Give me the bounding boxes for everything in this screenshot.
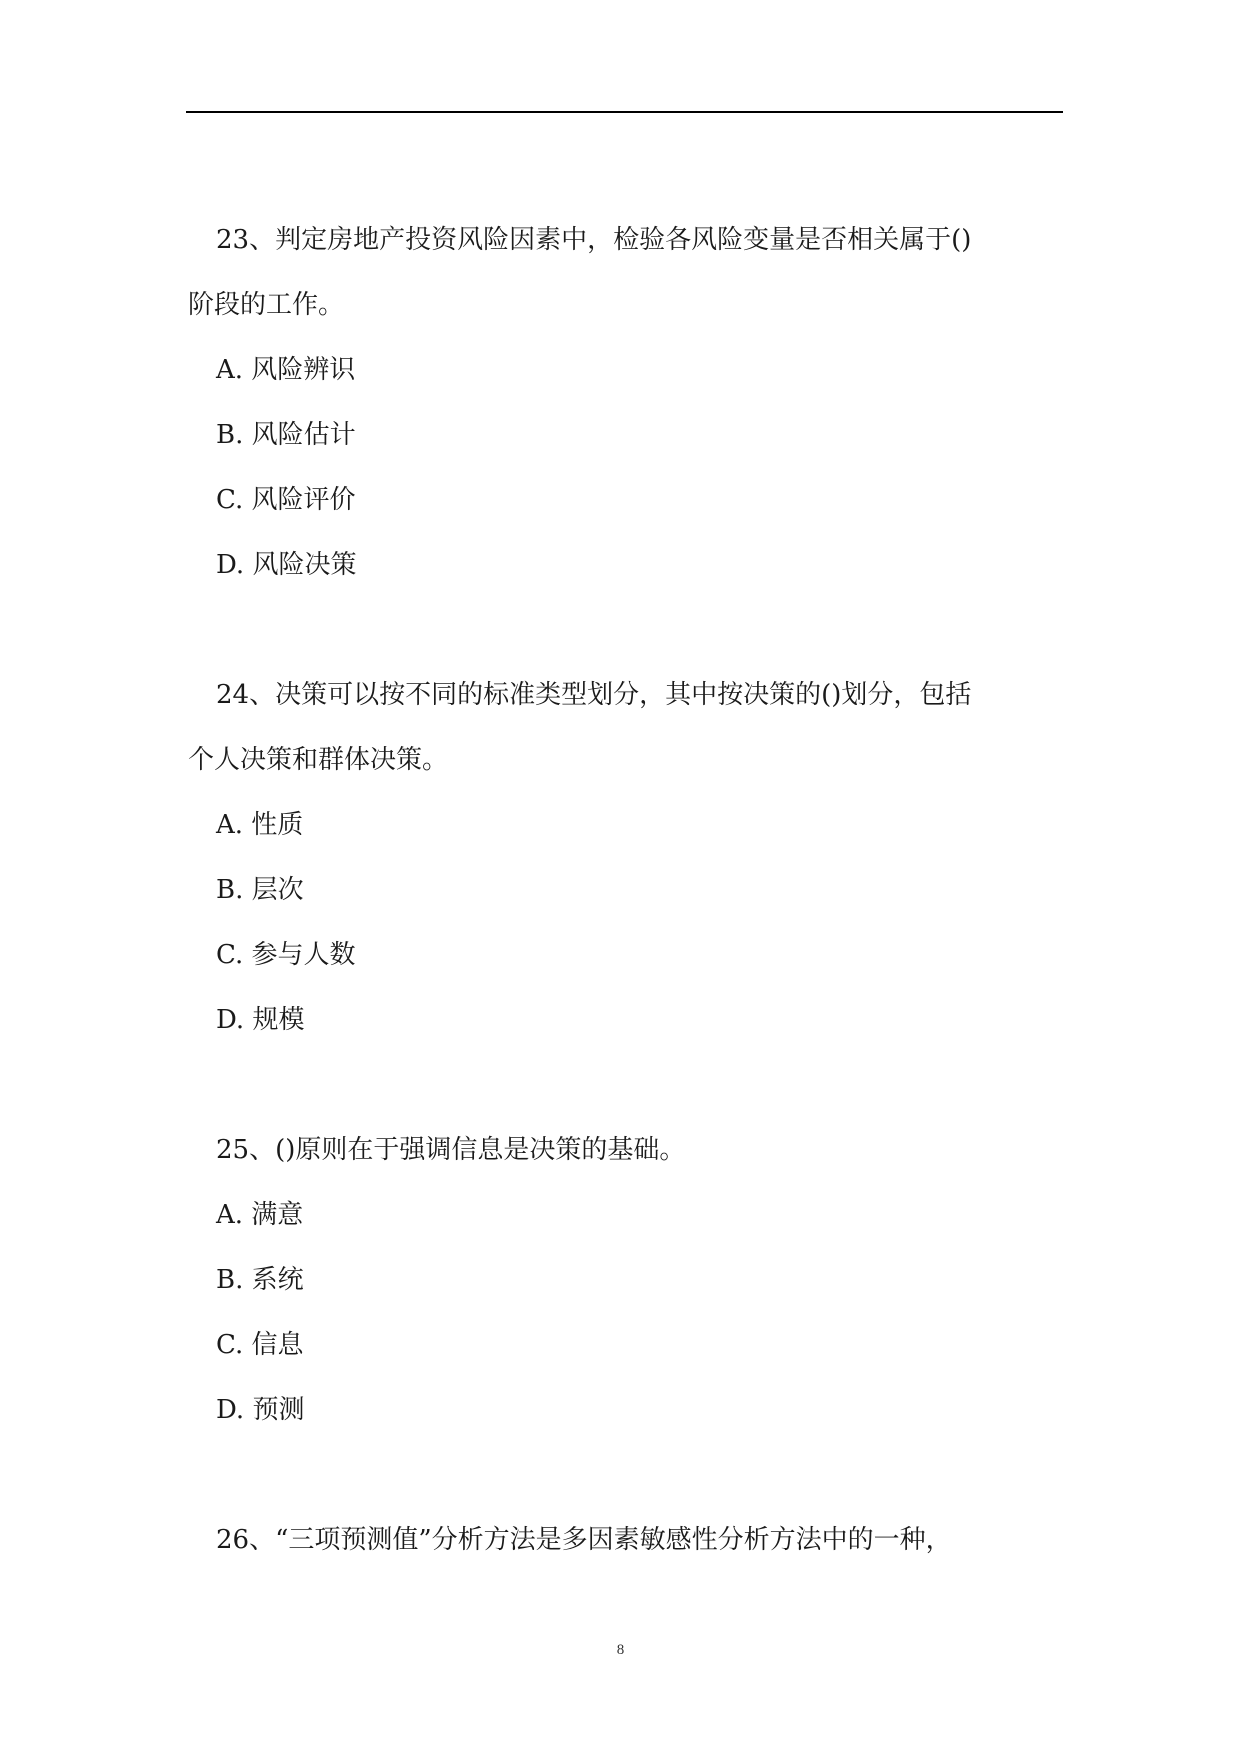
header-rule: [186, 111, 1063, 113]
question-25-option-a: A. 满意: [216, 1200, 304, 1230]
page-number: 8: [616, 1642, 625, 1658]
question-23-option-a: A. 风险辨识: [216, 355, 356, 385]
question-25-stem: 25、()原则在于强调信息是决策的基础。: [216, 1135, 686, 1165]
question-23-stem: 23、判定房地产投资风险因素中，检验各风险变量是否相关属于(): [216, 225, 972, 255]
question-23-option-c: C. 风险评价: [216, 485, 356, 515]
question-25-option-d: D. 预测: [216, 1395, 305, 1425]
question-24-option-b: B. 层次: [216, 875, 304, 905]
question-24-stem: 24、决策可以按不同的标准类型划分，其中按决策的()划分，包括: [216, 680, 972, 710]
question-25-option-c: C. 信息: [216, 1330, 304, 1360]
question-23-stem-continued: 阶段的工作。: [188, 290, 345, 320]
question-24-stem-continued: 个人决策和群体决策。: [188, 745, 449, 775]
question-24-option-c: C. 参与人数: [216, 940, 356, 970]
question-26-stem: 26、“三项预测值”分析方法是多因素敏感性分析方法中的一种，: [216, 1525, 952, 1555]
question-23-option-b: B. 风险估计: [216, 420, 356, 450]
question-24-option-d: D. 规模: [216, 1005, 305, 1035]
question-24-option-a: A. 性质: [216, 810, 304, 840]
question-23-option-d: D. 风险决策: [216, 550, 357, 580]
question-25-option-b: B. 系统: [216, 1265, 304, 1295]
